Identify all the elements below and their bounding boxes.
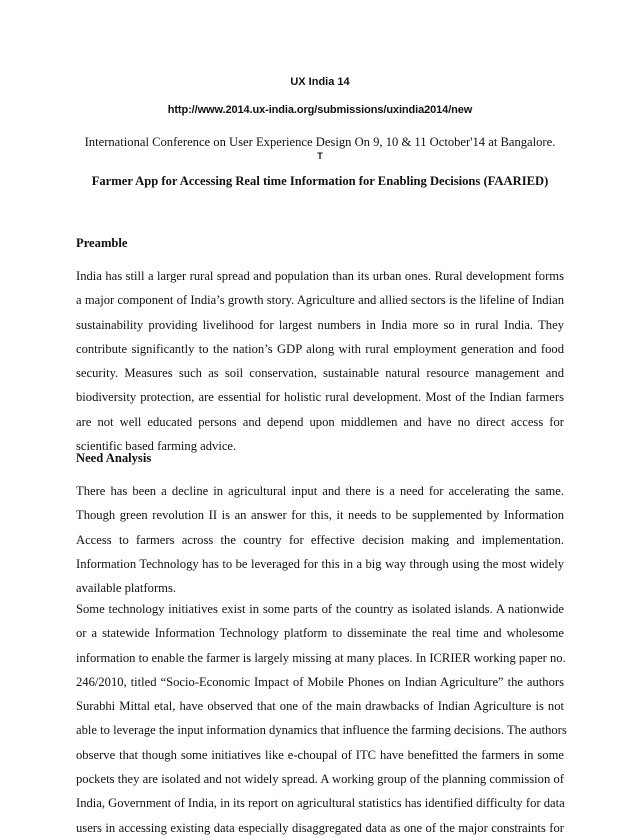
conference-name: UX India 14 (290, 76, 350, 88)
paragraph-need-analysis-2 (76, 597, 567, 840)
text-line: are not well educated persons and depend upon middlemen and have no direct access for (76, 414, 564, 429)
section-heading-need-analysis: Need Analysis (76, 451, 152, 465)
text-line: Though green revolution II is an answer for this, it needs to be supplemented by Information (76, 508, 564, 523)
text-line: a major component of India’s growth story. Agriculture and allied sectors is the lifeline of Indian (76, 293, 564, 308)
text-line: available platforms. (76, 581, 177, 596)
section-heading-preamble: Preamble (76, 236, 128, 250)
text-line: or a statewide Information Technology platform to disseminate the real time and wholesome (76, 626, 564, 641)
document-title: Farmer App for Accessing Real time Information for Enabling Decisions (FAARIED) (91, 174, 549, 188)
text-line: Access to farmers across the country for effective decision making and implementation. (76, 532, 564, 547)
text-line: security. Measures such as soil conservation, sustainable natural resource management and (76, 366, 564, 381)
text-line: biodiversity protection, are essential for holistic rural development. Most of the Indian farmers (76, 390, 564, 405)
text-line: contribute significantly to the nation’s GDP along with rural employment generation and food (76, 341, 564, 356)
text-line: India has still a larger rural spread and population than its urban ones. Rural development forms (76, 269, 564, 283)
text-line: able to leverage the input information dynamics that influence the farming decisions. The authors (76, 723, 567, 738)
paragraph-need-analysis-1 (76, 479, 564, 600)
text-line: scientific based farming advice. (76, 439, 237, 454)
conference-url: http://www.2014.ux-india.org/submissions/uxindia2014/new (167, 104, 473, 116)
text-line: There has been a decline in agricultural input and there is a need for accelerating the same. (76, 484, 564, 498)
text-line: pockets they are isolated and not widely spread. A working group of the planning commission of (76, 772, 564, 787)
stray-mark: T (317, 151, 323, 161)
text-line: Some technology initiatives exist in some parts of the country as isolated islands. A nationwide (76, 602, 564, 616)
text-line: Information Technology has to be leveraged for this in a big way through using the most widely (76, 556, 564, 571)
text-line: users in accessing existing data especially disaggregated data as one of the major constraints for (76, 820, 564, 835)
text-line: information to enable the farmer is largely missing at many places. In ICRIER working paper no. (76, 650, 566, 665)
paragraph-preamble (76, 264, 564, 458)
text-line: sustainability providing livelihood for largest numbers in India more so in rural India. They (76, 317, 564, 332)
text-line: India, Government of India, in its report on agricultural statistics has identified difficulty for data (76, 796, 565, 811)
text-line: Surabhi Mittal etal, have observed that one of the main drawbacks of Indian Agriculture is not (76, 699, 564, 714)
text-line: observe that though some initiatives like e-choupal of ITC have benefitted the farmers in some (76, 747, 564, 762)
conference-line: International Conference on User Experience Design On 9, 10 & 11 October'14 at Bangalore. (84, 135, 556, 149)
text-line: 246/2010, titled “Socio-Economic Impact of Mobile Phones on Indian Agriculture” the authors (76, 674, 564, 689)
